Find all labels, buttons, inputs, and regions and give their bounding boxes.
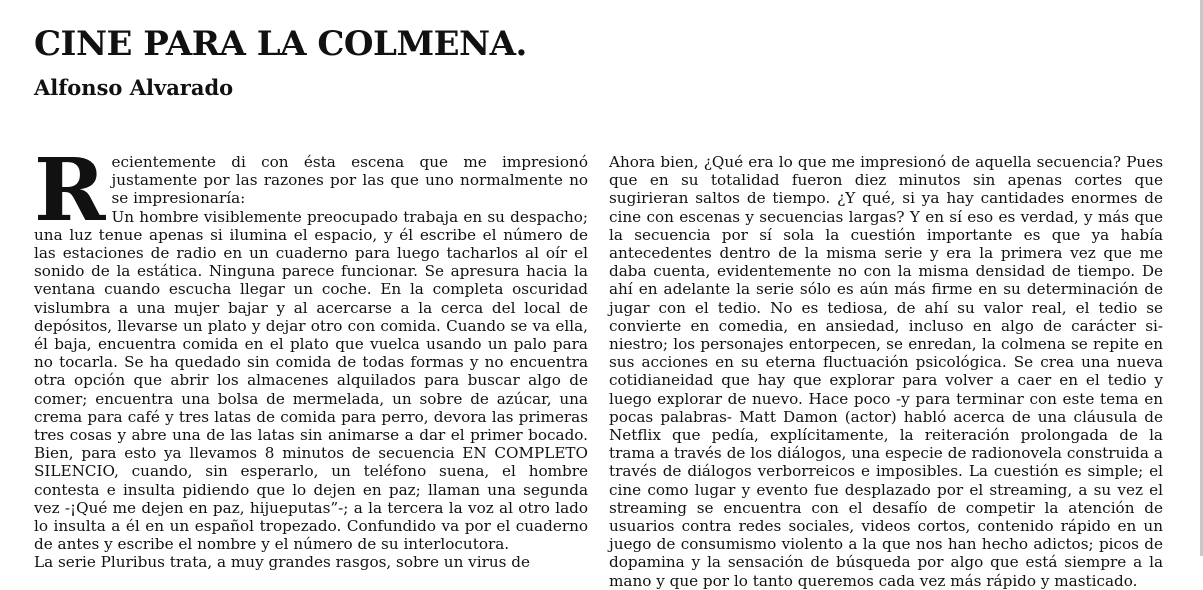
text-column-right (609, 153, 1163, 590)
paragraph-intro: ecientemente di con ésta escena que me impresionó justamente por las razones por las que uno normalmente no se impresionaría: (111, 153, 588, 208)
paragraph-scene-description: Un hombre visiblemente preocupado trabaja en su despacho; una luz tenue apenas si ilumina el espacio, y él escribe el número de las estaciones de radio en un cuaderno para luego tacharlos al oír el sonido de la estática. Ninguna parece funcionar. Se apresura hacia la ventana cuando escucha llegar un coche. En la completa oscuridad vislumbra a una mujer bajar y al acercarse a la cerca del local de depósitos, llevarse un plato y dejar otro con comida. Cuando se va ella, él baja, encuentra comida en el plato que vuelca usando un palo para no tocarla. Se ha quedado sin comida de todas formas y no encuentra otra opción que abrir los almacenes alquilados para buscar algo de comer; encuentra una bolsa de mermelada, un sobre de azúcar, una crema para café y tres latas de comida para perro, devora las primeras tres cosas y abre una de las latas sin animarse a dar el primer bocado. Bien, para esto ya llevamos 8 minutos de secuencia EN COMPLETO SILENCIO, cuando, sin esperarlo, un teléfono suena, el hombre contesta e insulta pidiendo que lo dejen en paz; llaman una segunda vez -¡Qué me dejen en paz, hijueputas”-; a la tercera la voz al otro lado lo insulta a él en un español tropezado. Confundido va por el cuaderno de antes y escribe el nombre y el número de su interlocutora. (34, 207, 588, 554)
paragraph-pluribus: La serie Pluribus trata, a muy grandes rasgos, sobre un virus de (34, 553, 530, 572)
paragraph-analysis: Ahora bien, ¿Qué era lo que me impresionó de aquella secuencia? Pues que en su totalidad fueron diez minutos sin apenas cortes que sugirieran saltos de tiempo. ¿Y qué, si ya hay cantidades enormes de cine con escenas y secuencias largas? Y en sí eso es verdad, y más que la secuencia por sí sola la cuestión importante es que ya había antecedentes dentro de la misma serie y era la primera vez que me daba cuenta, evidentemente no con la misma densidad de tiempo. De ahí en adelante la serie sólo es aún más firme en su determinación de jugar con el tedio. No es tediosa, de ahí su valor real, el tedio se convierte en comedia, en ansiedad, incluso en algo de carácter siniestro; los personajes entorpecen, se enredan, la colmena se repite en sus acciones en su eterna fluctuación psicológica. Se crea una nueva cotidianeidad que hay que explorar para volver a caer en el tedio y luego explorar de nuevo. Hace poco -y para terminar con este tema en pocas palabras- Matt Damon (actor) habló acerca de una cláusula de Netflix que pedía, explícitamente, la reiteración prolongada de la trama a través de los diálogos, una especie de radionovela construida a través de diálogos verborreicos e imposibles. La cuestión es simple; el cine como lugar y evento fue desplazado por el streaming, a su vez el streaming se encuentra con el desafío de competir la atención de usuarios contra redes sociales, videos cortos, contenido rápido en un juego de consumismo violento a la que nos han hecho adictos; picos de dopamina y la sensación de búsqueda por algo que está siempre a la mano y que por lo tanto queremos cada vez más rápido y masticado. (609, 153, 1163, 590)
article-title: CINE PARA LA COLMENA. (34, 24, 527, 64)
drop-cap: R (34, 140, 106, 241)
article-author: Alfonso Alvarado (34, 75, 234, 100)
text-column-left (34, 140, 588, 572)
